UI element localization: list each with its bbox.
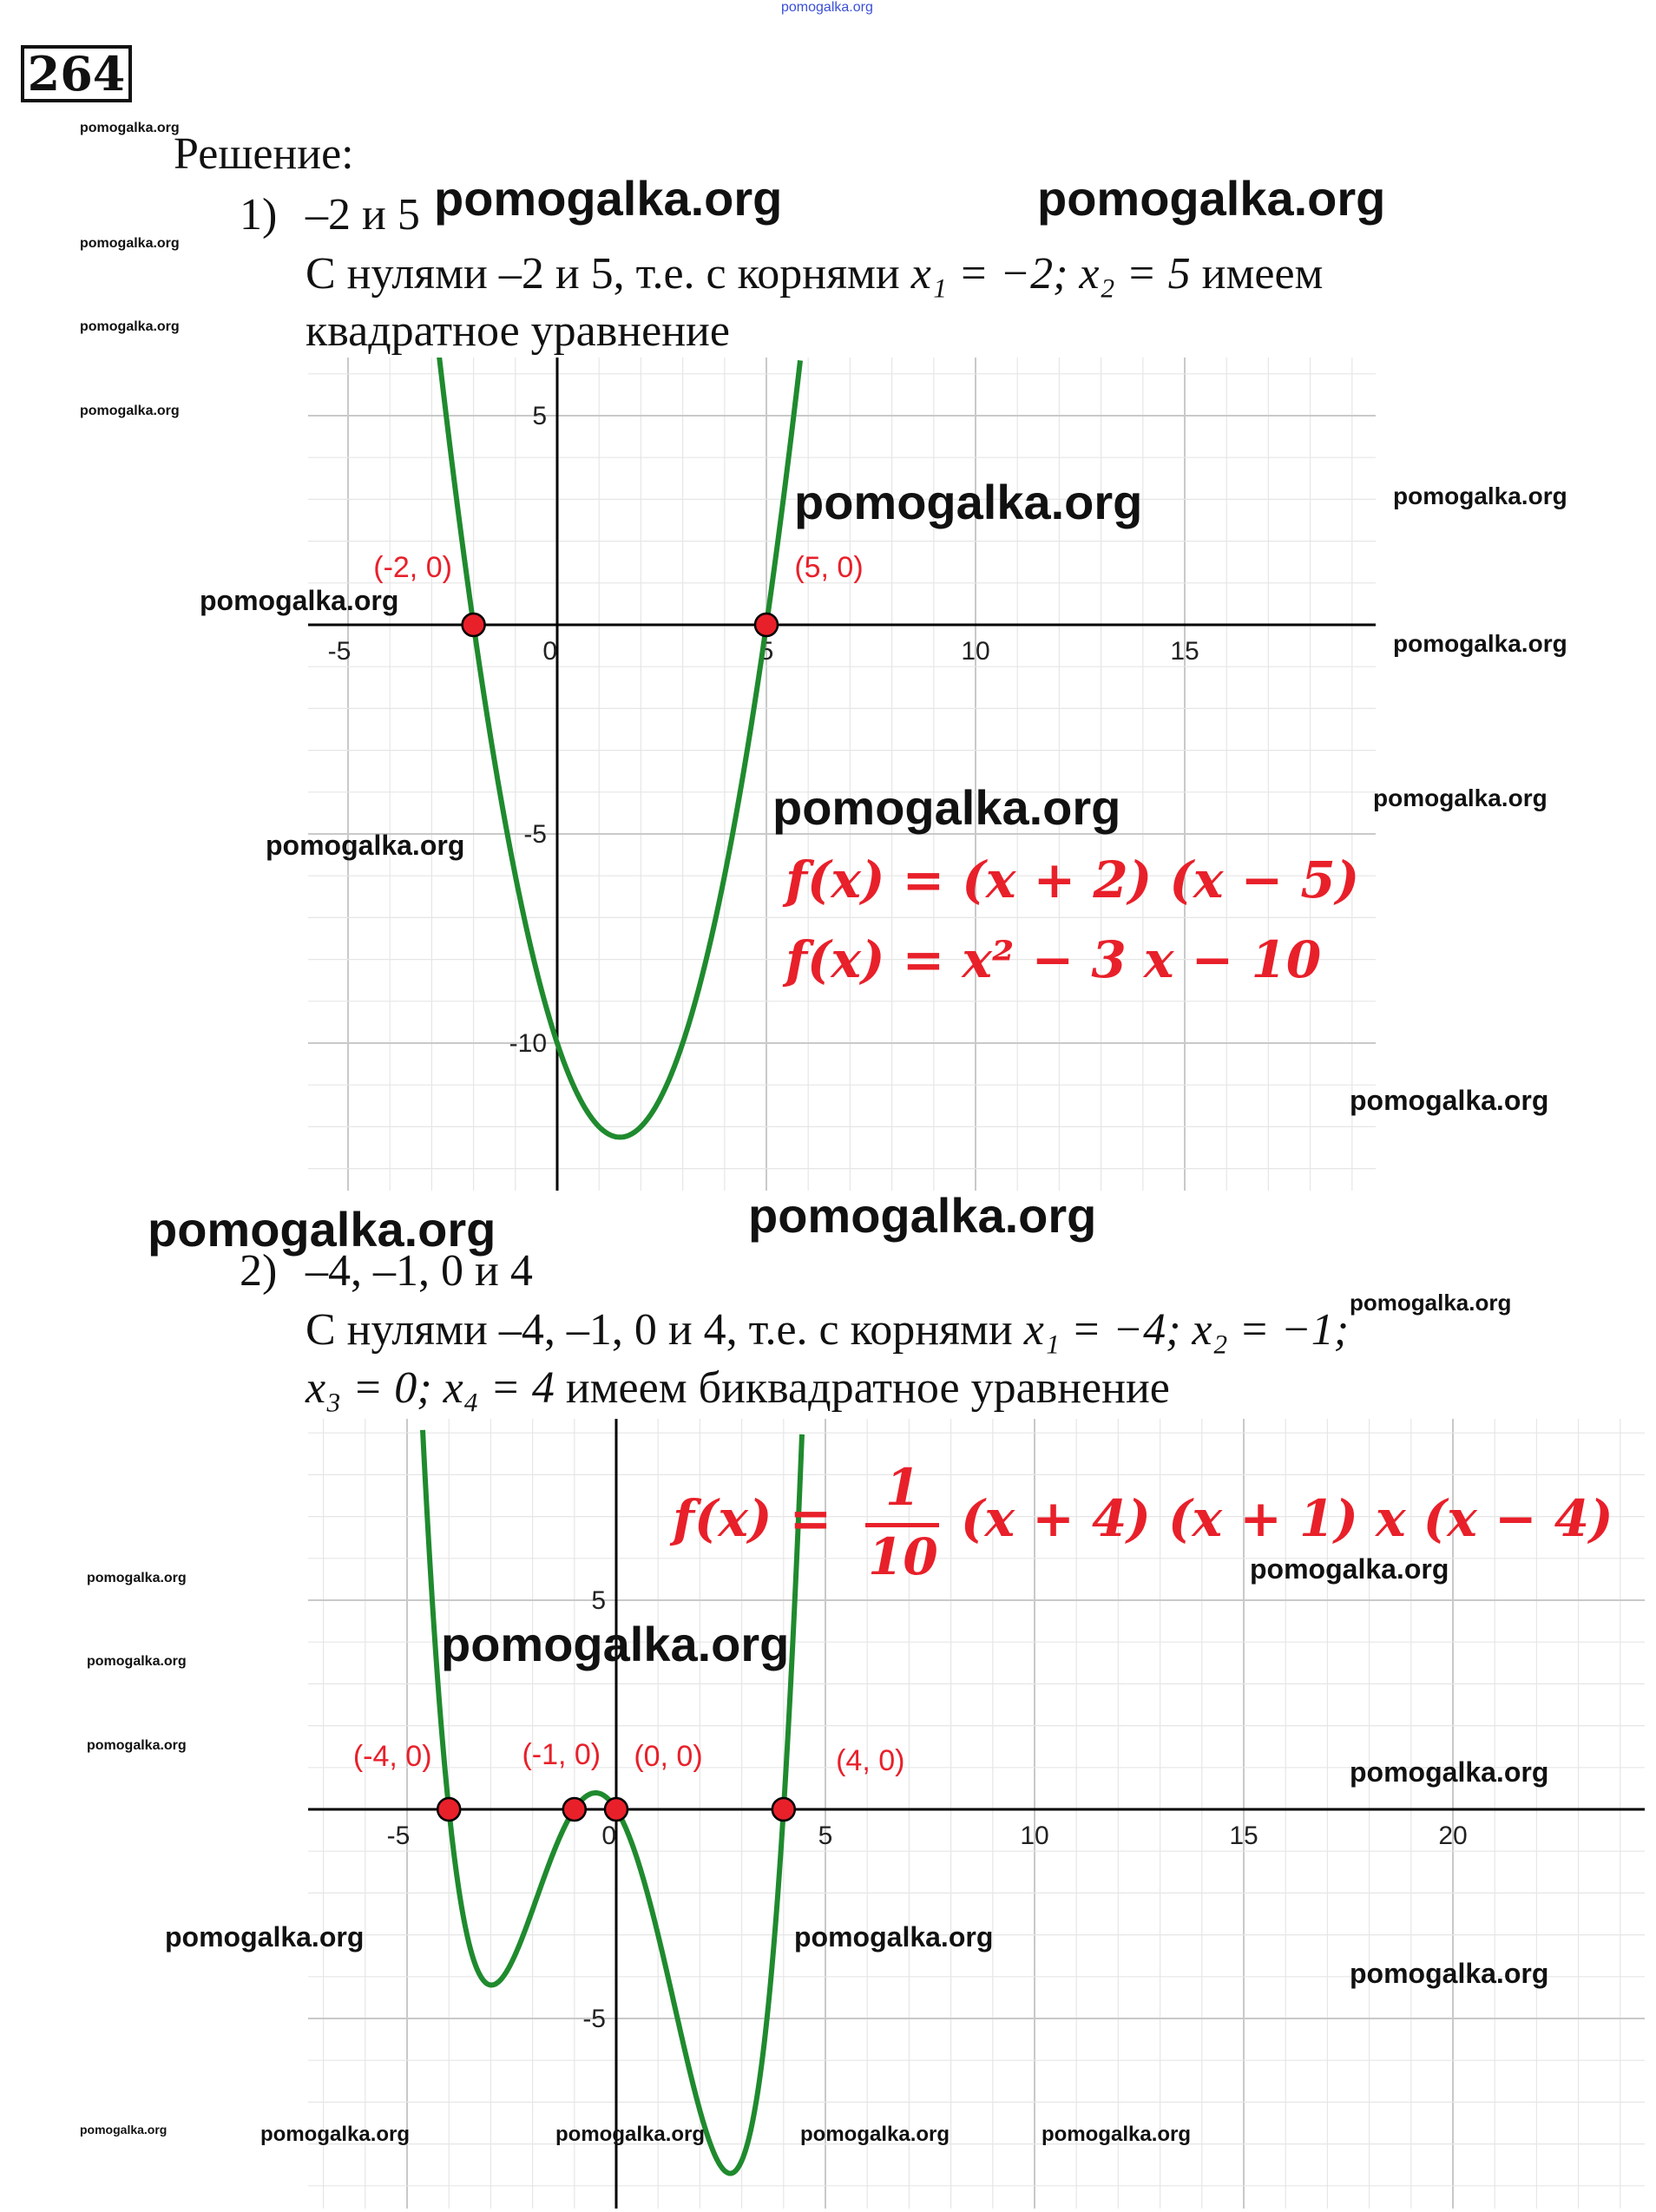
zero-point-label: (-1, 0) xyxy=(522,1738,601,1771)
zero-point-label: (-2, 0) xyxy=(373,551,452,584)
watermark: pomogalka.org xyxy=(1393,630,1567,657)
part2-formula-den: 10 xyxy=(868,1527,938,1586)
part1-formula2: f(x) = x² − 3 x − 10 xyxy=(785,930,1322,989)
x-tick-label: 10 xyxy=(1020,1821,1049,1850)
watermark: pomogalka.org xyxy=(87,1654,187,1669)
watermark: pomogalka.org xyxy=(200,585,399,616)
watermark: pomogalka.org xyxy=(1350,1756,1549,1788)
graph-1-parabola-curve xyxy=(439,358,800,1137)
part2-line2 xyxy=(306,1362,1170,1414)
x-tick-label: 15 xyxy=(1170,637,1199,666)
zero-point xyxy=(463,614,485,636)
x-tick-label: 15 xyxy=(1229,1821,1258,1850)
y-tick-label: 5 xyxy=(591,1586,606,1615)
watermark: pomogalka.org xyxy=(80,404,180,418)
watermark: pomogalka.org xyxy=(87,1738,187,1753)
graph-1-point-labels xyxy=(373,551,863,584)
y-tick-label: 5 xyxy=(532,402,547,430)
part2-line1-text: С нулями –4, –1, 0 и 4, т.е. с корнями xyxy=(306,1305,1024,1355)
part1-line1-text: С нулями –2 и 5, т.е. с корнями xyxy=(306,249,911,299)
y-tick-label: -10 xyxy=(509,1029,547,1058)
part2-title: –4, –1, 0 и 4 xyxy=(306,1246,533,1296)
part2-line1-math: x₁ = −4; x₂ = −1; xyxy=(1023,1305,1350,1355)
part2-formula-num: 1 xyxy=(885,1458,921,1517)
zero-point-label: (-4, 0) xyxy=(352,1740,432,1773)
part1-line1-math: x₁ = −2; x₂ = 5 xyxy=(910,249,1191,299)
zero-point xyxy=(605,1798,628,1821)
y-tick-label: -5 xyxy=(523,820,547,849)
watermark: pomogalka.org xyxy=(1037,171,1386,226)
solution-heading: Решение: xyxy=(174,129,354,179)
watermark: pomogalka.org xyxy=(441,1617,790,1671)
watermark: pomogalka.org xyxy=(80,121,180,135)
part1-formula1: f(x) = (x + 2) (x − 5) xyxy=(785,850,1360,909)
watermark: pomogalka.org xyxy=(165,1921,365,1953)
part2-formula-rhs: (x + 4) (x + 1) x (x − 4) xyxy=(961,1489,1613,1548)
part2-line2-math: x₃ = 0; x₄ = 4 xyxy=(306,1363,555,1413)
zero-point-label: (0, 0) xyxy=(634,1740,703,1773)
watermark: pomogalka.org xyxy=(260,2123,411,2146)
x-tick-label: 20 xyxy=(1438,1821,1468,1850)
part1-line1-end: имеем xyxy=(1190,249,1324,299)
part1-label: 1) xyxy=(240,190,278,240)
watermark: pomogalka.org xyxy=(434,171,783,226)
x-tick-label: 5 xyxy=(759,637,774,666)
watermark: pomogalka.org xyxy=(148,1202,496,1257)
zero-point xyxy=(755,614,778,636)
x-tick-label: 0 xyxy=(601,1821,616,1850)
watermark-top: pomogalka.org xyxy=(781,0,873,15)
part2-formula-lhs: f(x) = xyxy=(673,1489,832,1548)
watermark: pomogalka.org xyxy=(1350,1958,1549,1989)
y-tick-label: -5 xyxy=(582,2005,606,2033)
watermark: pomogalka.org xyxy=(80,236,180,251)
watermark: pomogalka.org xyxy=(1042,2123,1192,2146)
watermark: pomogalka.org xyxy=(772,780,1121,835)
watermark: pomogalka.org xyxy=(748,1188,1097,1243)
part2-line1 xyxy=(306,1304,1349,1355)
zero-point xyxy=(772,1798,795,1821)
watermark: pomogalka.org xyxy=(794,1921,994,1953)
x-tick-label: 0 xyxy=(542,637,557,666)
watermark: pomogalka.org xyxy=(80,319,180,334)
watermark: pomogalka.org xyxy=(87,1571,187,1585)
watermark: pomogalka.org xyxy=(1250,1553,1449,1585)
part1-title: –2 и 5 xyxy=(306,190,420,240)
zero-point-label: (5, 0) xyxy=(794,551,864,584)
problem-number: 264 xyxy=(21,45,132,102)
part1-line2: квадратное уравнение xyxy=(306,306,730,356)
watermark: pomogalka.org xyxy=(266,830,465,861)
watermark: pomogalka.org xyxy=(1350,1085,1549,1116)
watermark: pomogalka.org xyxy=(794,475,1143,529)
graph-2-point-labels xyxy=(353,1738,905,1777)
x-tick-label: 5 xyxy=(818,1821,833,1850)
x-tick-label: 10 xyxy=(961,637,990,666)
part2-formula xyxy=(673,1458,1619,1588)
zero-point-label: (4, 0) xyxy=(836,1744,905,1777)
watermark: pomogalka.org xyxy=(800,2123,950,2146)
watermark: pomogalka.org xyxy=(1350,1290,1512,1316)
x-tick-label: -5 xyxy=(386,1821,411,1850)
part2-line2-text: имеем биквадратное уравнение xyxy=(554,1363,1170,1413)
part1-line1 xyxy=(306,248,1323,299)
zero-point xyxy=(563,1798,586,1821)
zero-point xyxy=(437,1798,460,1821)
watermark: pomogalka.org xyxy=(1373,784,1548,811)
watermark: pomogalka.org xyxy=(1393,482,1567,509)
watermark: pomogalka.org xyxy=(555,2123,706,2146)
x-tick-label: -5 xyxy=(327,637,352,666)
part2-label: 2) xyxy=(240,1246,278,1296)
watermark: pomogalka.org xyxy=(80,2123,168,2137)
